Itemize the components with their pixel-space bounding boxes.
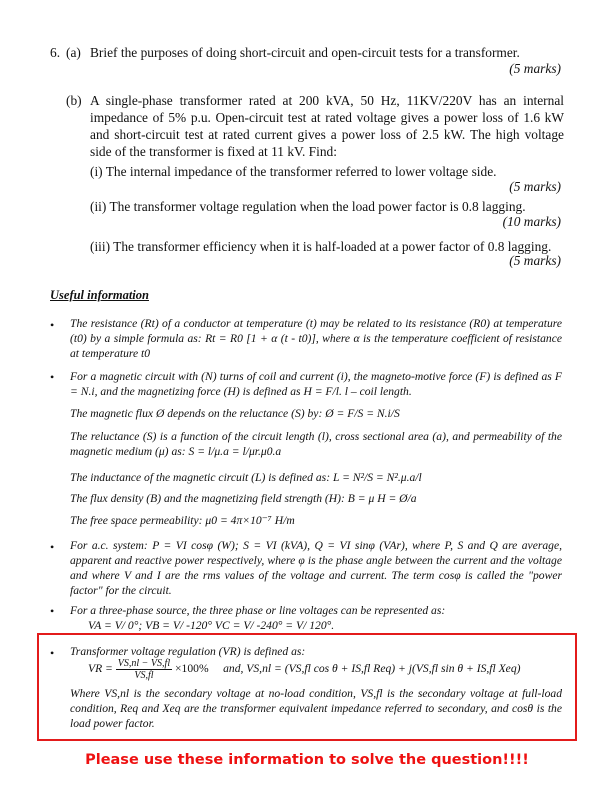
part-b-line2: impedance of 5% p.u. Open-circuit test at rated voltage gives a power loss of 1.6 kW [90,110,564,125]
useful-info-heading: Useful information [50,288,149,302]
info-inductance: The inductance of the magnetic circuit (L) is defined as: L = N²/S = N².μ.a/l [70,471,422,484]
part-b-line3: and short-circuit test at rated current gives a power loss of 2.5 kW. The high voltage [90,127,564,142]
vr-denominator: VS,fl [134,670,154,681]
bullet-icon: • [50,370,55,384]
part-a-marks: (5 marks) [509,61,561,76]
info-reluctance: The reluctance (S) is a function of the circuit length (l), cross sectional area (a), and permeability of the magnetic medium (μ) as: S = l/μ.a = l/μr.μ0.a [70,430,562,458]
vr-percent: ×100% [175,662,209,676]
vr-noload-expression: and, VS,nl = (VS,fl cos θ + IS,fl Req) + j(VS,fl sin θ + IS,fl Xeq) [223,662,521,676]
info-three-phase-voltages: VA = V/ 0°; VB = V/ -120° VC = V/ -240° = V/ 120°. [88,619,335,632]
part-b-line1: A single-phase transformer rated at 200 kVA, 50 Hz, 11KV/220V has an internal [90,93,564,108]
bullet-icon: • [50,318,55,332]
vr-formula [88,658,558,681]
vr-fraction [116,658,172,681]
info-flux-density: The flux density (B) and the magnetizing field strength (H): B = μ H = Ø/a [70,492,417,505]
info-vr-where: Where VS,nl is the secondary voltage at no-load condition, VS,fl is the secondary voltage at full-load condition, Req and Xeq are the transformer equivalent impedance referred to secondary, and cosθ is the load power factor. [70,687,562,730]
part-b-label: (b) [66,93,82,108]
info-ac-system: For a.c. system: P = VI cosφ (W); S = VI (kVA), Q = VI sinφ (VAr), where P, S and Q are average, apparent and reactive power respectively, where φ is the phase angle between the current and the voltage and where V and I are the rms values of the voltage and current. The term cosφ is called the "power factor" for the circuit. [70,539,562,597]
info-resistance: The resistance (Rt) of a conductor at temperature (t) may be related to its resistance (R0) at temperature (t0) by a simple formula as: Rt = R0 [1 + α (t - t0)], where α is the temperature coefficient of resistance at temperature t0 [70,317,562,360]
question-number: 6. [50,45,61,60]
part-b-sub-i: (i) The internal impedance of the transformer referred to lower voltage side. [90,164,497,179]
part-a-label: (a) [66,45,81,60]
part-b-sub-i-marks: (5 marks) [509,179,561,194]
info-three-phase: For a three-phase source, the three phase or line voltages can be represented as: [70,604,446,617]
info-magnetic-circuit: For a magnetic circuit with (N) turns of coil and current (i), the magneto-motive force (F) is defined as F = N.i, and the magnetizing force (H) is defined as H = F/l. l – coil length. [70,370,562,398]
part-b-sub-ii: (ii) The transformer voltage regulation when the load power factor is 0.8 lagging. [90,199,526,214]
vr-lhs: VR = [88,662,113,676]
part-b-line4: side of the transformer is fixed at 11 kV. Find: [90,144,337,159]
footer-note: Please use these information to solve the question!!!! [85,752,529,768]
part-b-sub-iii-marks: (5 marks) [509,253,561,268]
bullet-icon: • [50,540,55,554]
info-magnetic-flux: The magnetic flux Ø depends on the reluctance (S) by: Ø = F/S = N.i/S [70,407,400,420]
bullet-icon: • [50,646,55,660]
part-b-sub-iii: (iii) The transformer efficiency when it is half-loaded at a power factor of 0.8 lagging. [90,239,552,254]
info-vr-definition: Transformer voltage regulation (VR) is defined as: [70,645,306,658]
bullet-icon: • [50,604,55,618]
info-permeability: The free space permeability: μ0 = 4π×10⁻⁷ H/m [70,514,295,527]
part-a-text: Brief the purposes of doing short-circuit and open-circuit tests for a transformer. [90,45,520,60]
vr-numerator: VS,nl − VS,fl [117,658,171,669]
part-b-sub-ii-marks: (10 marks) [502,214,561,229]
